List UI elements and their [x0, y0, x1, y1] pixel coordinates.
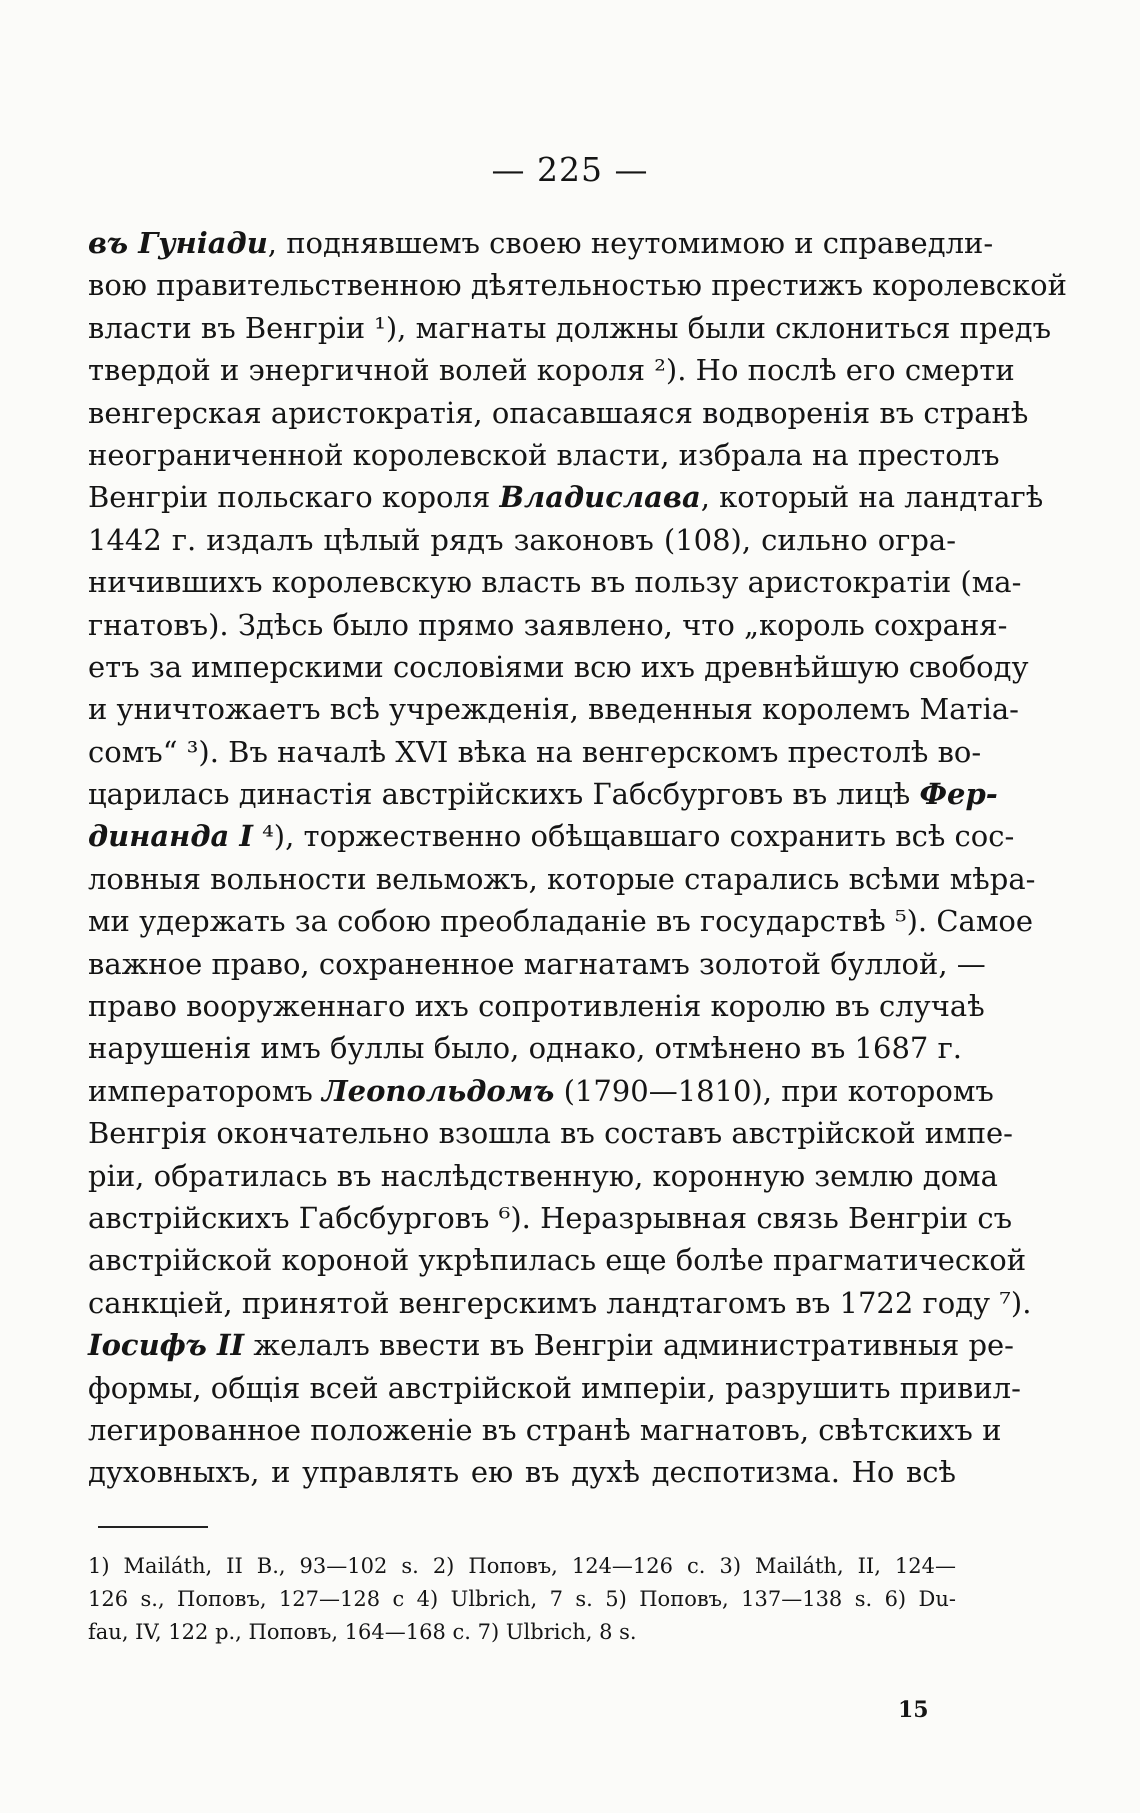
text-segment: важное право, сохраненное магнатамъ золотой буллой, —: [88, 946, 986, 981]
text-line: [88, 1027, 962, 1069]
text-segment: ми удержать за собою преобладаніе въ государствѣ ⁵). Самое: [88, 904, 1034, 939]
italic-name: динанда I: [88, 819, 253, 854]
text-line: [88, 476, 1044, 518]
text-segment: твердой и энергичной волей короля ²). Но послѣ его смерти: [88, 353, 1015, 388]
text-line: [88, 1155, 998, 1197]
text-segment: право вооруженнаго ихъ сопротивленія королю въ случаѣ: [88, 989, 985, 1024]
body-text: [88, 222, 1067, 1494]
text-segment: царилась династія австрійскихъ Габсбурговъ въ лицѣ: [88, 777, 920, 812]
text-line: [88, 815, 1015, 857]
text-segment: императоромъ: [88, 1073, 322, 1108]
text-line: [88, 307, 1052, 349]
text-line: [88, 1409, 1002, 1451]
text-segment: сомъ“ ³). Въ началѣ XVI вѣка на венгерскомъ престолѣ во-: [88, 734, 982, 769]
text-segment: 1442 г. издалъ цѣлый рядъ законовъ (108), сильно огра-: [88, 522, 956, 557]
text-segment: (1790—1810), при которомъ: [554, 1073, 994, 1108]
text-line: [88, 985, 985, 1027]
text-line: [88, 688, 1019, 730]
text-segment: формы, общія всей австрійской имперіи, разрушить привил-: [88, 1370, 1021, 1405]
text-segment: Венгріи польскаго короля: [88, 480, 500, 515]
text-line: [88, 731, 982, 773]
text-line: [88, 222, 994, 264]
italic-name: въ Гуніади: [88, 226, 268, 260]
text-segment: и уничтожаетъ всѣ учрежденія, введенныя королемъ Матіа-: [88, 692, 1019, 727]
text-segment: власти въ Венгріи ¹), магнаты должны были склониться предъ: [88, 310, 1052, 345]
text-segment: , который на ландтагѣ: [700, 480, 1044, 515]
text-line: [88, 349, 1015, 391]
footnotes: [88, 1550, 956, 1649]
text-segment: венгерская аристократія, опасавшаяся водворенія въ странѣ: [88, 395, 1029, 430]
printer-signature: 15: [898, 1697, 929, 1723]
text-line: [88, 1451, 956, 1493]
text-line: [88, 1324, 1014, 1366]
text-segment: нарушенія имъ буллы было, однако, отмѣнено въ 1687 г.: [88, 1031, 962, 1066]
text-segment: ловныя вольности вельможъ, которые старались всѣми мѣра-: [88, 861, 1036, 896]
text-line: [88, 1239, 1027, 1281]
text-line: [88, 646, 1029, 688]
text-line: [88, 1070, 994, 1112]
italic-name: Владислава: [499, 480, 701, 515]
text-segment: духовныхъ, и управлять ею въ духѣ деспотизма. Но всѣ: [88, 1455, 956, 1490]
text-line: [88, 943, 986, 985]
footnote-divider: [98, 1526, 208, 1528]
text-segment: етъ за имперскими сословіями всю ихъ древнѣйшую свободу: [88, 649, 1029, 684]
text-segment: Венгрія окончательно взошла въ составъ австрійской импе-: [88, 1116, 1013, 1151]
italic-name: Фер-: [919, 777, 998, 812]
text-line: [88, 858, 1036, 900]
text-segment: австрійской короной укрѣпилась еще болѣе прагматической: [88, 1243, 1027, 1278]
text-segment: вою правительственною дѣятельностью престижъ королевской: [88, 268, 1067, 303]
text-line: [88, 1282, 1032, 1324]
text-line: [88, 1197, 1013, 1239]
text-segment: неограниченной королевской власти, избрала на престолъ: [88, 437, 1000, 472]
text-line: [88, 561, 1022, 603]
text-segment: ріи, обратилась въ наслѣдственную, коронную землю дома: [88, 1158, 998, 1193]
text-segment: желалъ ввести въ Венгріи административныя ре-: [244, 1328, 1014, 1363]
text-segment: гнатовъ). Здѣсь было прямо заявлено, что „король сохраня-: [88, 607, 1008, 642]
text-segment: австрійскихъ Габсбурговъ ⁶). Неразрывная связь Венгріи съ: [88, 1200, 1013, 1235]
text-line: [88, 1367, 1021, 1409]
text-segment: ничившихъ королевскую власть въ пользу аристократіи (ма-: [88, 565, 1022, 600]
text-line: [88, 900, 1034, 942]
footnote-line: 1) Mailáth, II B., 93—102 s. 2) Поповъ, 124—126 с. 3) Mailáth, II, 124—: [88, 1554, 956, 1578]
italic-name: Леопольдомъ: [321, 1073, 555, 1108]
text-line: [88, 434, 1000, 476]
text-line: [88, 604, 1008, 646]
text-line: [88, 392, 1029, 434]
text-line: [88, 519, 956, 561]
page-number: — 225 —: [491, 150, 649, 189]
text-line: [88, 1112, 1013, 1154]
text-segment: ⁴), торжественно обѣщавшаго сохранить всѣ сос-: [252, 819, 1015, 854]
text-line: [88, 773, 998, 815]
text-segment: , поднявшемъ своею неутомимою и справедли-: [267, 226, 994, 260]
footnote-line: fau, IV, 122 p., Поповъ, 164—168 с. 7) Ulbrich, 8 s.: [88, 1620, 637, 1644]
text-segment: легированное положеніе въ странѣ магнатовъ, свѣтскихъ и: [88, 1412, 1002, 1447]
text-line: [88, 264, 1067, 306]
text-segment: санкціей, принятой венгерскимъ ландтагомъ въ 1722 году ⁷).: [88, 1285, 1032, 1320]
italic-name: Іосифъ II: [88, 1328, 245, 1363]
footnote-line: 126 s., Поповъ, 127—128 с 4) Ulbrich, 7 s. 5) Поповъ, 137—138 s. 6) Du-: [88, 1587, 956, 1611]
